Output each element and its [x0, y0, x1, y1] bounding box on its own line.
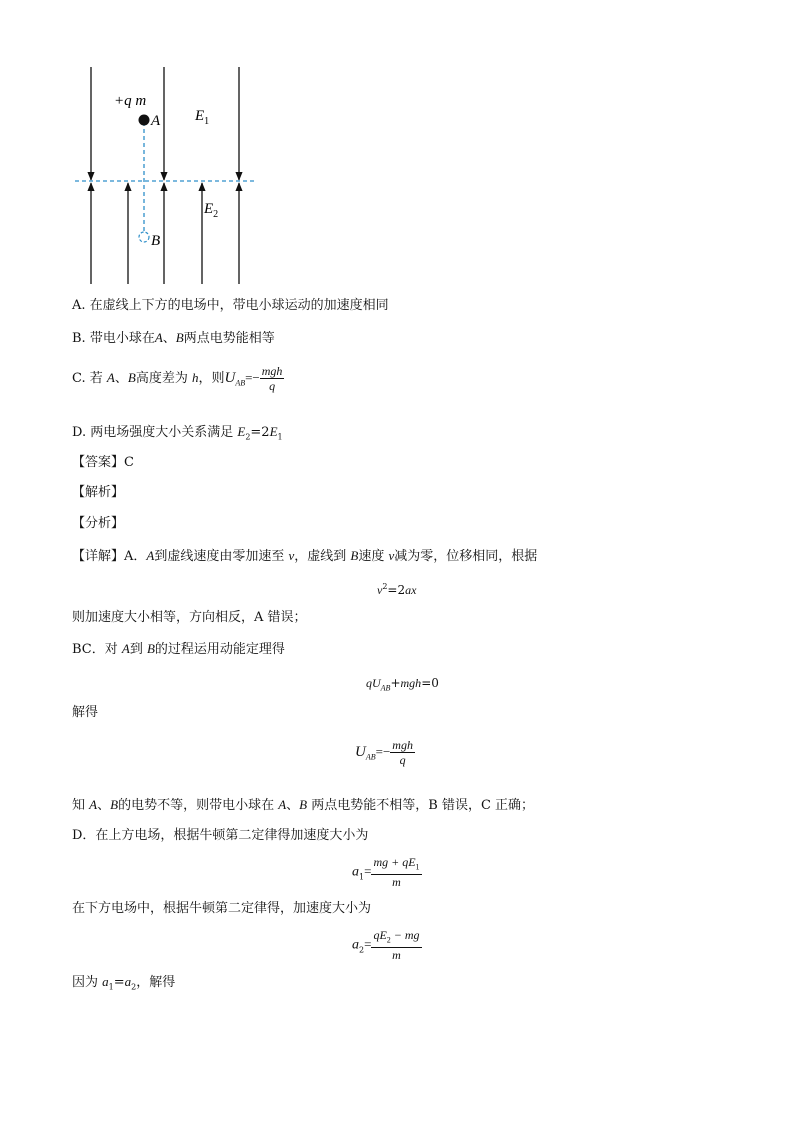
- fenxi-label: 【分析】: [72, 516, 125, 531]
- equation-kinematics: $v^2=2ax$: [377, 582, 417, 597]
- point-b-label: B: [151, 233, 161, 249]
- ball-position-b: [139, 232, 149, 242]
- electric-field-figure: [70, 62, 270, 292]
- detail-line-3: BC．对 A到 B的过程运用动能定理得: [72, 641, 285, 657]
- detail-line-6: D．在上方电场，根据牛顿第二定律得加速度大小为: [72, 828, 369, 843]
- detail-line-2: 则加速度大小相等，方向相反，A 错误；: [72, 610, 307, 625]
- option-b: B. 带电小球在A、B两点电势能相等: [72, 330, 275, 346]
- analysis-label: 【解析】: [72, 485, 125, 500]
- field-e1-label: $E_1$: [195, 108, 210, 127]
- field-e2-label: $E_2$: [204, 201, 219, 220]
- equation-potential-difference: $U_{AB}=-$ $\frac{\text{mgh}}{q}$: [355, 738, 413, 767]
- detail-line-4: 解得: [72, 705, 99, 720]
- detail-line-7: 在下方电场中，根据牛顿第二定律得，加速度大小为: [72, 901, 372, 916]
- equation-work-energy: $qU_{AB}+mgh=0$: [366, 676, 439, 693]
- option-a: A. 在虚线上下方的电场中，带电小球运动的加速度相同: [72, 298, 389, 313]
- detail-line-1: 【详解】A．A到虚线速度由零加速至 v，虚线到 B速度 v减为零，位移相同，根据: [72, 548, 538, 564]
- point-a-label: A: [151, 113, 161, 129]
- charged-ball: [139, 115, 150, 126]
- charge-label: +q m: [114, 93, 147, 109]
- detail-line-8: 因为 $a_1=a_2$，解得: [72, 974, 176, 992]
- detail-line-5: 知 A、B的电势不等，则带电小球在 A、B 两点电势能不相等，B 错误，C 正确；: [72, 797, 535, 813]
- equation-acceleration-2: $a_2=$ $\frac{qE_2 - mg}{m}$: [352, 928, 420, 963]
- answer-line: 【答案】C: [72, 455, 134, 470]
- option-c: C. 若 A、B高度差为 h，则$U_{AB}=-$ $\frac{\text{mgh}}{q}$: [72, 364, 283, 393]
- option-d: D. 两电场强度大小关系满足 $E_2=2E_1$: [72, 424, 283, 442]
- equation-acceleration-1: $a_1=$ $\frac{mg + qE_1}{m}$: [352, 855, 420, 890]
